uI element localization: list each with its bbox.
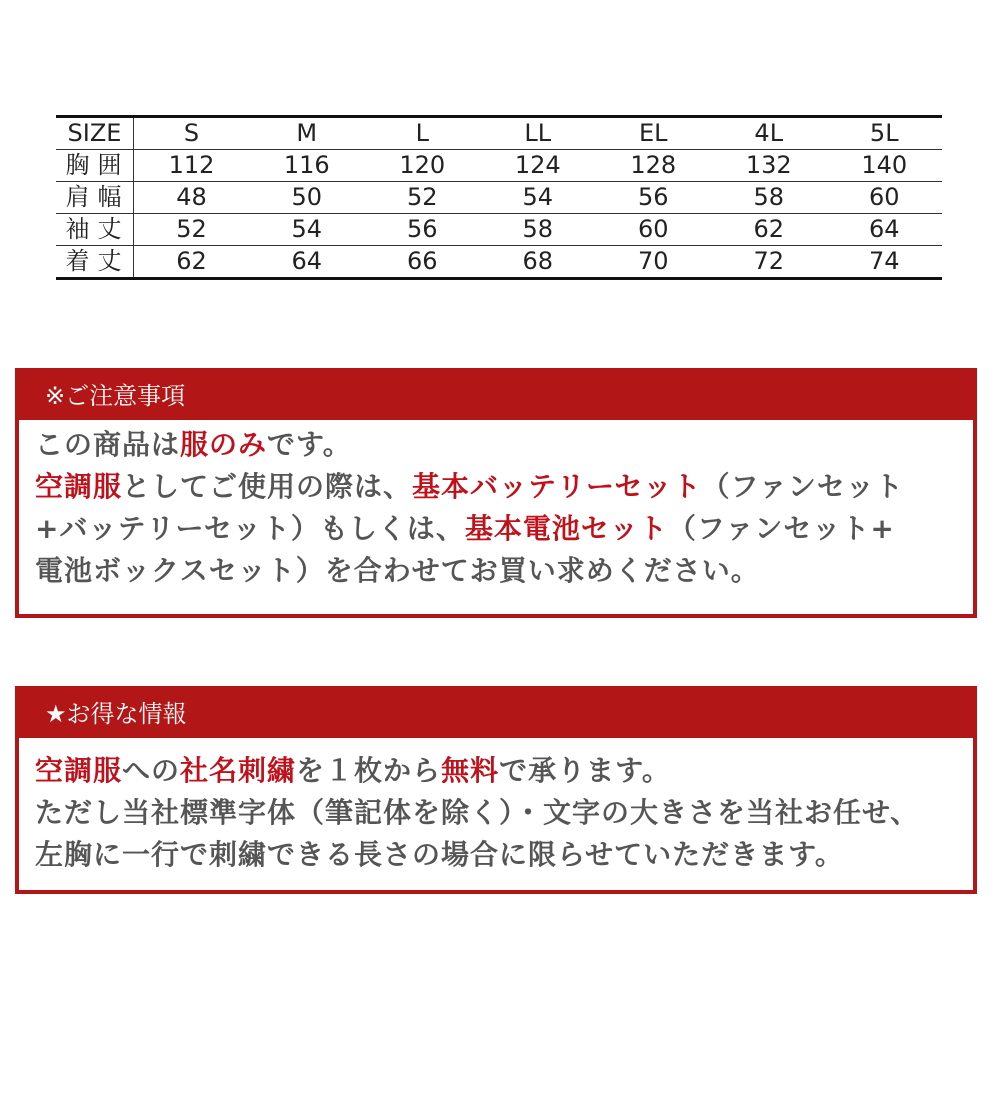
table-cell: 54 bbox=[249, 214, 365, 246]
table-cell: 132 bbox=[711, 150, 827, 182]
table-cell: 58 bbox=[711, 182, 827, 214]
text-line bbox=[35, 834, 973, 876]
table-cell: 60 bbox=[827, 182, 943, 214]
text-line bbox=[35, 550, 973, 592]
table-cell: 62 bbox=[711, 214, 827, 246]
table-cell: 56 bbox=[365, 214, 481, 246]
table-cell: 66 bbox=[406, 247, 438, 275]
row-label: 胸囲 bbox=[56, 150, 134, 182]
table-cell: 74 bbox=[868, 247, 900, 275]
size-table bbox=[56, 115, 942, 280]
text-line bbox=[35, 750, 973, 792]
body-text: （ファンセット+ bbox=[667, 512, 895, 545]
table-cell: 62 bbox=[176, 247, 207, 275]
table-cell: 72 bbox=[753, 247, 785, 275]
body-text: としてご使用の際は、 bbox=[122, 470, 413, 503]
table-cell: 54 bbox=[480, 182, 596, 214]
highlight-text: 服のみ bbox=[180, 428, 268, 461]
info-notice bbox=[15, 686, 977, 894]
highlight-text: 基本電池セット bbox=[464, 512, 668, 545]
table-cell: 48 bbox=[134, 182, 250, 214]
body-text: （ファンセット bbox=[701, 470, 904, 503]
text-line bbox=[35, 424, 973, 466]
body-text: この商品は bbox=[35, 428, 181, 461]
body-text: への bbox=[122, 754, 181, 787]
row-label: 着丈 bbox=[56, 246, 134, 279]
size-header-cell: 5L bbox=[827, 117, 943, 150]
body-text: 左胸に一行で刺繍できる長さの場合に限らせていただきます。 bbox=[35, 838, 844, 871]
text-line bbox=[35, 508, 973, 550]
size-header-cell: S bbox=[134, 117, 250, 150]
size-header-cell: LL bbox=[480, 117, 596, 150]
size-header-cell: EL bbox=[596, 117, 712, 150]
text-line bbox=[35, 792, 973, 834]
table-cell: 70 bbox=[637, 247, 669, 275]
table-cell: 68 bbox=[522, 247, 554, 275]
size-header-cell: 4L bbox=[711, 117, 827, 150]
table-cell: 116 bbox=[249, 150, 365, 182]
body-text: を１枚から bbox=[296, 754, 442, 787]
table-row bbox=[56, 182, 942, 214]
size-header-cell: M bbox=[249, 117, 365, 150]
table-row bbox=[56, 246, 942, 279]
table-cell: 140 bbox=[827, 150, 943, 182]
info-heading: ★お得な情報 bbox=[19, 690, 973, 738]
caution-notice bbox=[15, 368, 977, 618]
highlight-text: 基本バッテリーセット bbox=[412, 470, 702, 503]
highlight-text: 空調服 bbox=[35, 470, 123, 503]
row-label: 袖丈 bbox=[56, 214, 134, 246]
table-cell: 124 bbox=[480, 150, 596, 182]
highlight-text: 空調服 bbox=[35, 754, 123, 787]
table-row bbox=[56, 150, 942, 182]
table-cell: 50 bbox=[249, 182, 365, 214]
caution-body bbox=[19, 420, 973, 592]
table-cell: 58 bbox=[480, 214, 596, 246]
text-line bbox=[35, 466, 973, 508]
body-text: +バッテリーセット）もしくは、 bbox=[35, 512, 465, 545]
table-cell: 120 bbox=[365, 150, 481, 182]
body-text: ただし当社標準字体（筆記体を除く）・文字の大きさを当社お任せ、 bbox=[35, 796, 920, 829]
table-cell: 52 bbox=[365, 182, 481, 214]
body-text: で承ります。 bbox=[499, 754, 671, 787]
table-cell: 112 bbox=[134, 150, 250, 182]
table-cell: 128 bbox=[596, 150, 712, 182]
table-cell: 52 bbox=[134, 214, 250, 246]
body-text: です。 bbox=[267, 428, 352, 461]
size-header-row bbox=[56, 117, 942, 150]
body-text: 電池ボックスセット）を合わせてお買い求めください。 bbox=[35, 554, 760, 587]
highlight-text: 社名刺繍 bbox=[180, 754, 297, 787]
size-header-cell: L bbox=[365, 117, 481, 150]
caution-heading: ※ご注意事項 bbox=[19, 372, 973, 420]
table-cell: 64 bbox=[827, 214, 943, 246]
table-cell: 60 bbox=[596, 214, 712, 246]
size-header-label: SIZE bbox=[56, 117, 134, 150]
table-cell: 64 bbox=[291, 247, 323, 275]
table-cell: 56 bbox=[596, 182, 712, 214]
highlight-text: 無料 bbox=[441, 754, 500, 787]
row-label: 肩幅 bbox=[56, 182, 134, 214]
info-body bbox=[19, 738, 973, 876]
table-row bbox=[56, 214, 942, 246]
